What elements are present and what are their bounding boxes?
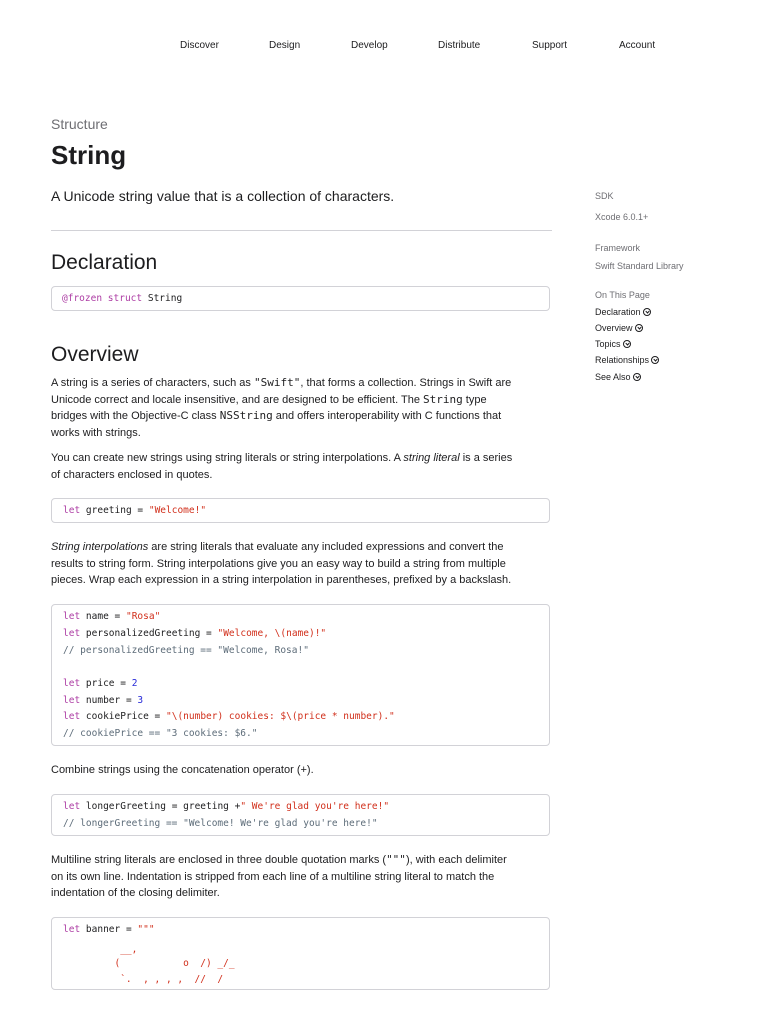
framework-label: Framework bbox=[595, 243, 641, 253]
overview-paragraph-1: A string is a series of characters, such as "Swift", that forms a collection. Strings in Swift are Unicode correct and locale insensitive, and are designed to be efficient. The String type bridges with the Objective-C class NSString and offers interoperability with C functions that works with strings. bbox=[51, 376, 512, 439]
nav-support[interactable]: Support bbox=[532, 40, 568, 51]
sdk-label: SDK bbox=[595, 191, 614, 201]
sdk-value: Xcode 6.0.1+ bbox=[595, 212, 649, 222]
chevron-down-icon bbox=[623, 340, 631, 348]
nav-develop[interactable]: Develop bbox=[351, 40, 388, 51]
nav-discover[interactable]: Discover bbox=[180, 40, 219, 51]
symbol-kind: Structure bbox=[51, 116, 108, 132]
sidebar-link-see-also[interactable]: See Also bbox=[595, 372, 641, 382]
sidebar-link-overview[interactable]: Overview bbox=[595, 323, 643, 333]
sidebar-link-topics[interactable]: Topics bbox=[595, 339, 631, 349]
on-this-page-label: On This Page bbox=[595, 290, 650, 300]
code-sample-interpolation bbox=[51, 604, 550, 746]
abstract: A Unicode string value that is a collection of characters. bbox=[51, 188, 395, 204]
chevron-down-icon bbox=[651, 356, 659, 364]
global-nav bbox=[0, 40, 768, 56]
code-line: let banner = """ bbox=[63, 924, 155, 935]
overview-paragraph-2: You can create new strings using string literals or string interpolations. A string literal is a series of characters enclosed in quotes. bbox=[51, 452, 513, 481]
code-sample-multiline bbox=[51, 917, 550, 990]
code-line: let personalizedGreeting = "Welcome, \(name)!" bbox=[63, 628, 327, 639]
code-line: `. , , , , // / bbox=[63, 974, 224, 985]
nav-distribute[interactable]: Distribute bbox=[438, 40, 481, 51]
code-sample-greeting bbox=[51, 498, 550, 523]
code-type-name: String bbox=[147, 293, 183, 304]
code-line: let price = 2 bbox=[63, 678, 138, 689]
code-comment: // cookiePrice == "3 cookies: $6." bbox=[63, 728, 258, 739]
declaration-code bbox=[51, 286, 550, 311]
code-line: let number = 3 bbox=[63, 695, 144, 706]
framework-value[interactable]: Swift Standard Library bbox=[595, 261, 684, 271]
chevron-down-icon bbox=[643, 308, 651, 316]
code-comment: // personalizedGreeting == "Welcome, Rosa!" bbox=[63, 645, 309, 656]
code-line: __, bbox=[63, 944, 138, 955]
page-title: String bbox=[51, 140, 127, 170]
code-line: let name = "Rosa" bbox=[63, 611, 161, 622]
code-keyword: struct bbox=[107, 293, 143, 304]
code-line: ( o /) _/_ bbox=[63, 958, 235, 969]
overview-heading: Overview bbox=[51, 343, 139, 366]
overview-paragraph-3: String interpolations are string literals that evaluate any included expressions and convert the results to string form. String interpolations give you an easy way to build a string from multiple pieces. Wrap each expression in a string interpolation in parentheses, prefixed by a backslash. bbox=[51, 541, 512, 587]
nav-account[interactable]: Account bbox=[619, 40, 656, 51]
nav-design[interactable]: Design bbox=[269, 40, 301, 51]
code-line bbox=[62, 293, 182, 305]
chevron-down-icon bbox=[633, 373, 641, 381]
code-line: let longerGreeting = greeting +" We're glad you're here!" bbox=[63, 801, 390, 812]
overview-paragraph-5: Multiline string literals are enclosed in three double quotation marks ("""), with each delimiter on its own line. Indentation is stripped from each line of a multiline string literal to match the indentation of the closing delimiter. bbox=[51, 853, 507, 900]
code-line: let greeting = "Welcome!" bbox=[63, 505, 207, 516]
divider bbox=[51, 230, 552, 231]
overview-paragraph-4: Combine strings using the concatenation operator (+). bbox=[51, 764, 314, 776]
declaration-heading: Declaration bbox=[51, 251, 158, 274]
sidebar-link-relationships[interactable]: Relationships bbox=[595, 355, 659, 365]
chevron-down-icon bbox=[635, 324, 643, 332]
sidebar-link-declaration[interactable]: Declaration bbox=[595, 307, 651, 317]
code-sample-concatenation bbox=[51, 794, 550, 836]
code-attribute: @frozen bbox=[62, 293, 103, 304]
code-line: let cookiePrice = "\(number) cookies: $\(price * number)." bbox=[63, 711, 395, 722]
code-comment: // longerGreeting == "Welcome! We're glad you're here!" bbox=[63, 818, 378, 829]
